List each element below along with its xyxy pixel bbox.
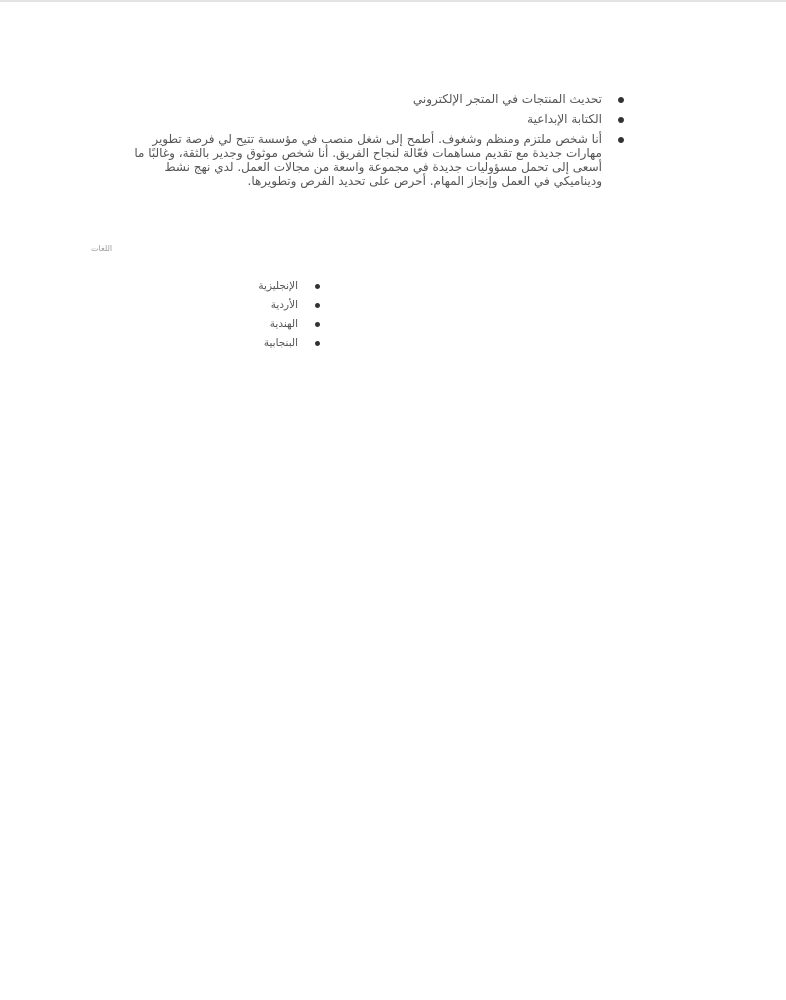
languages-list: [120, 280, 320, 356]
page-top-border: [0, 0, 786, 2]
list-item: [130, 112, 624, 126]
list-item: [120, 337, 320, 350]
bullet-icon: [315, 284, 320, 289]
list-item-text: الكتابة الإبداعية: [527, 112, 602, 126]
bullet-icon: [315, 341, 320, 346]
bullet-icon: [618, 137, 624, 143]
list-item: [120, 280, 320, 293]
list-item: [130, 92, 624, 106]
language-name: الإنجليزية: [258, 280, 298, 292]
list-item: [120, 299, 320, 312]
list-item: [120, 318, 320, 331]
list-item: [130, 132, 624, 188]
bullet-icon: [618, 117, 624, 123]
language-name: الهندية: [269, 318, 298, 330]
languages-heading: اللغات: [91, 244, 113, 253]
bullet-icon: [315, 303, 320, 308]
bullet-icon: [618, 97, 624, 103]
skills-list: [130, 92, 624, 194]
language-name: البنجابية: [263, 337, 298, 349]
bullet-icon: [315, 322, 320, 327]
language-name: الأردية: [270, 299, 298, 311]
profile-paragraph: أنا شخص ملتزم ومنظم وشغوف. أطمح إلى شغل منصب في مؤسسة تتيح لي فرصة تطوير مهارات جديدة مع تقديم مساهمات فعّالة لنجاح الفريق. أنا شخص موثوق وجدير بالثقة، وغالبًا ما أسعى إلى تحمل مسؤوليات جديدة في مجموعة واسعة من مجالات العمل. لدي نهج نشط وديناميكي في العمل وإنجاز المهام. أحرص على تحديد الفرص وتطويرها.: [134, 132, 602, 188]
list-item-text: تحديث المنتجات في المتجر الإلكتروني: [412, 92, 602, 106]
